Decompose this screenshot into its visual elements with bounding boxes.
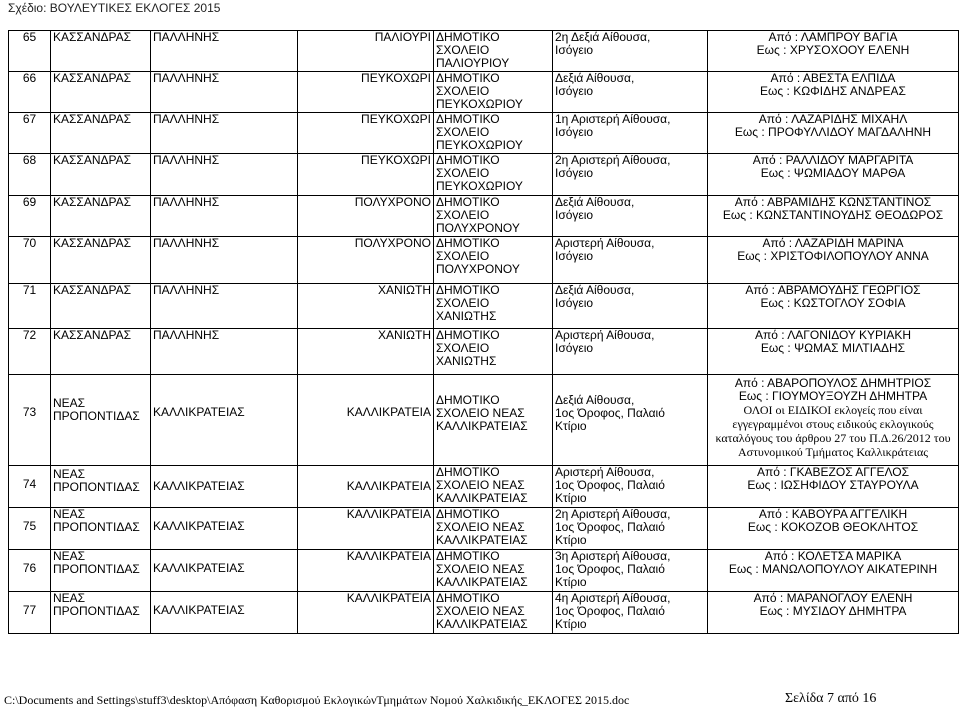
range-from: Από : ΚΟΛΕΤΣΑ ΜΑΡΙΚΑ	[764, 549, 902, 563]
range-to: Εως : ΜΥΣΙΔΟΥ ΔΗΜΗΤΡΑ	[759, 604, 907, 618]
room-cell: 1η Αριστερή Αίθουσα, Ισόγειο	[553, 113, 708, 154]
voter-range-cell	[708, 113, 959, 154]
table-row	[9, 72, 959, 113]
municipality-cell: ΚΑΛΛΙΚΡΑΤΕΙΑΣ	[151, 550, 298, 592]
room-cell: Δεξιά Αίθουσα, Ισόγειο	[553, 284, 708, 329]
range-from: Από : ΑΒΡΑΜΙΔΗΣ ΚΩΝΣΤΑΝΤΙΝΟΣ	[734, 195, 932, 209]
range-to: Εως : ΨΩΜΙΑΔΟΥ ΜΑΡΘΑ	[760, 166, 906, 180]
voter-range-cell	[708, 592, 959, 634]
range-to: Εως : ΙΩΣΗΦΙΔΟΥ ΣΤΑΥΡΟΥΛΑ	[747, 478, 919, 492]
room-cell: Δεξιά Αίθουσα, Ισόγειο	[553, 196, 708, 237]
school-cell: ΔΗΜΟΤΙΚΟ ΣΧΟΛΕΙΟ ΠΟΛΥΧΡΟΝΟΥ	[434, 237, 553, 284]
room-cell: Αριστερή Αίθουσα, 1ος Όροφος, Παλαιό Κτίριο	[553, 466, 708, 508]
station-number: 76	[9, 550, 51, 592]
room-cell: Δεξιά Αίθουσα, 1ος Όροφος, Παλαιό Κτίριο	[553, 375, 708, 466]
voter-range-cell	[708, 550, 959, 592]
municipality-cell: ΠΑΛΛΗΝΗΣ	[151, 72, 298, 113]
room-cell: 3η Αριστερή Αίθουσα, 1ος Όροφος, Παλαιό Κτίριο	[553, 550, 708, 592]
school-cell: ΔΗΜΟΤΙΚΟ ΣΧΟΛΕΙΟ ΠΟΛΥΧΡΟΝΟΥ	[434, 196, 553, 237]
room-cell: Αριστερή Αίθουσα, Ισόγειο	[553, 329, 708, 375]
range-to: Εως : ΜΑΝΩΛΟΠΟΥΛΟΥ ΑΙΚΑΤΕΡΙΝΗ	[728, 562, 938, 576]
municipality-cell: ΚΑΛΛΙΚΡΑΤΕΙΑΣ	[151, 375, 298, 466]
station-number: 71	[9, 284, 51, 329]
community-cell: ΠΟΛΥΧΡΟΝΟ	[298, 237, 434, 284]
municipality-cell: ΠΑΛΛΗΝΗΣ	[151, 329, 298, 375]
community-cell: ΚΑΛΛΙΚΡΑΤΕΙΑ	[298, 466, 434, 508]
district-cell: ΚΑΣΣΑΝΔΡΑΣ	[51, 113, 151, 154]
municipality-cell: ΠΑΛΛΗΝΗΣ	[151, 113, 298, 154]
community-cell: ΠΕΥΚΟΧΩΡΙ	[298, 72, 434, 113]
range-to: Εως : ΠΡΟΦΥΛΛΙΔΟΥ ΜΑΓΔΑΛΗΝΗ	[734, 125, 932, 139]
voter-range-cell	[708, 284, 959, 329]
range-from: Από : ΜΑΡΑΝΟΓΛΟΥ ΕΛΕΝΗ	[753, 591, 913, 605]
municipality-cell: ΚΑΛΛΙΚΡΑΤΕΙΑΣ	[151, 592, 298, 634]
range-from: Από : ΛΑΖΑΡΙΔΗ ΜΑΡΙΝΑ	[762, 236, 904, 250]
station-number: 69	[9, 196, 51, 237]
range-to: Εως : ΚΟΚΟΖΟΒ ΘΕΟΚΛΗΤΟΣ	[747, 520, 919, 534]
table-row	[9, 508, 959, 550]
school-cell: ΔΗΜΟΤΙΚΟ ΣΧΟΛΕΙΟ ΝΕΑΣ ΚΑΛΛΙΚΡΑΤΕΙΑΣ	[434, 508, 553, 550]
table-row	[9, 31, 959, 72]
table-row	[9, 550, 959, 592]
room-cell: Δεξιά Αίθουσα, Ισόγειο	[553, 72, 708, 113]
voter-range-cell	[708, 375, 959, 466]
room-cell: Αριστερή Αίθουσα, Ισόγειο	[553, 237, 708, 284]
table-row	[9, 196, 959, 237]
table-row	[9, 375, 959, 466]
municipality-cell: ΠΑΛΛΗΝΗΣ	[151, 284, 298, 329]
district-cell: ΚΑΣΣΑΝΔΡΑΣ	[51, 284, 151, 329]
district-cell: ΝΕΑΣ ΠΡΟΠΟΝΤΙΔΑΣ	[51, 550, 151, 592]
range-from: Από : ΑΒΕΣΤΑ ΕΛΠΙΔΑ	[770, 71, 896, 85]
district-cell: ΝΕΑΣ ΠΡΟΠΟΝΤΙΔΑΣ	[51, 375, 151, 466]
community-cell: ΧΑΝΙΩΤΗ	[298, 284, 434, 329]
footer-file-path: C:\Documents and Settings\stuff3\desktop\Απόφαση Καθορισμού ΕκλογικώνΤμημάτων Νομού Χαλκιδικής_ΕΚΛΟΓΕΣ 2015.doc	[4, 693, 630, 707]
community-cell: ΚΑΛΛΙΚΡΑΤΕΙΑ	[298, 508, 434, 550]
station-number: 77	[9, 592, 51, 634]
district-cell: ΚΑΣΣΑΝΔΡΑΣ	[51, 72, 151, 113]
station-number: 65	[9, 31, 51, 72]
station-number: 67	[9, 113, 51, 154]
station-number: 74	[9, 466, 51, 508]
station-number: 68	[9, 154, 51, 196]
district-cell: ΝΕΑΣ ΠΡΟΠΟΝΤΙΔΑΣ	[51, 466, 151, 508]
polling-stations-table	[8, 30, 959, 634]
school-cell: ΔΗΜΟΤΙΚΟ ΣΧΟΛΕΙΟ ΠΕΥΚΟΧΩΡΙΟΥ	[434, 154, 553, 196]
school-cell: ΔΗΜΟΤΙΚΟ ΣΧΟΛΕΙΟ ΝΕΑΣ ΚΑΛΛΙΚΡΑΤΕΙΑΣ	[434, 375, 553, 466]
community-cell: ΠΟΛΥΧΡΟΝΟ	[298, 196, 434, 237]
school-cell: ΔΗΜΟΤΙΚΟ ΣΧΟΛΕΙΟ ΝΕΑΣ ΚΑΛΛΙΚΡΑΤΕΙΑΣ	[434, 592, 553, 634]
range-to: Εως : ΚΩΝΣΤΑΝΤΙΝΟΥΔΗΣ ΘΕΟΔΩΡΟΣ	[722, 208, 944, 222]
range-from: Από : ΑΒΡΑΜΟΥΔΗΣ ΓΕΩΡΓΙΟΣ	[745, 283, 921, 297]
school-cell: ΔΗΜΟΤΙΚΟ ΣΧΟΛΕΙΟ ΠΕΥΚΟΧΩΡΙΟΥ	[434, 113, 553, 154]
community-cell: ΚΑΛΛΙΚΡΑΤΕΙΑ	[298, 375, 434, 466]
municipality-cell: ΠΑΛΛΗΝΗΣ	[151, 237, 298, 284]
range-from: Από : ΛΑΓΟΝΙΔΟΥ ΚΥΡΙΑΚΗ	[754, 328, 912, 342]
district-cell: ΚΑΣΣΑΝΔΡΑΣ	[51, 237, 151, 284]
range-to: Εως : ΧΡΥΣΟΧΟΟΥ ΕΛΕΝΗ	[756, 43, 910, 57]
station-number: 73	[9, 375, 51, 466]
table-row	[9, 466, 959, 508]
community-cell: ΠΑΛΙΟΥΡΙ	[298, 31, 434, 72]
footer-page-number: Σελίδα 7 από 16	[785, 691, 877, 706]
community-cell: ΠΕΥΚΟΧΩΡΙ	[298, 154, 434, 196]
range-to: Εως : ΓΙΟΥΜΟΥΞΟΥΖΗ ΔΗΜΗΤΡΑ	[738, 389, 928, 403]
station-number: 72	[9, 329, 51, 375]
municipality-cell: ΠΑΛΛΗΝΗΣ	[151, 154, 298, 196]
community-cell: ΚΑΛΛΙΚΡΑΤΕΙΑ	[298, 550, 434, 592]
voter-range-cell	[708, 196, 959, 237]
room-cell: 2η Δεξιά Αίθουσα, Ισόγειο	[553, 31, 708, 72]
range-to: Εως : ΚΩΣΤΟΓΛΟΥ ΣΟΦΙΑ	[760, 296, 906, 310]
community-cell: ΧΑΝΙΩΤΗ	[298, 329, 434, 375]
range-to: Εως : ΧΡΙΣΤΟΦΙΛΟΠΟΥΛΟΥ ΑΝΝΑ	[737, 249, 929, 263]
station-number: 66	[9, 72, 51, 113]
room-cell: 2η Αριστερή Αίθουσα, Ισόγειο	[553, 154, 708, 196]
school-cell: ΔΗΜΟΤΙΚΟ ΣΧΟΛΕΙΟ ΧΑΝΙΩΤΗΣ	[434, 329, 553, 375]
voter-range-cell	[708, 154, 959, 196]
municipality-cell: ΚΑΛΛΙΚΡΑΤΕΙΑΣ	[151, 466, 298, 508]
municipality-cell: ΚΑΛΛΙΚΡΑΤΕΙΑΣ	[151, 508, 298, 550]
room-cell: 2η Αριστερή Αίθουσα, 1ος Όροφος, Παλαιό Κτίριο	[553, 508, 708, 550]
school-cell: ΔΗΜΟΤΙΚΟ ΣΧΟΛΕΙΟ ΧΑΝΙΩΤΗΣ	[434, 284, 553, 329]
special-voters-note: ΟΛΟΙ οι ΕΙΔΙΚΟΙ εκλογείς που είναι εγγεγραμμένοι στους ειδικούς εκλογικούς καταλόγους του άρθρου 27 του Π.Δ.26/2012 του Αστυνομικού Τμήματος Καλλικράτειας	[715, 403, 951, 459]
table-row	[9, 237, 959, 284]
voter-range-cell	[708, 237, 959, 284]
range-from: Από : ΑΒΑΡΟΠΟΥΛΟΣ ΔΗΜΗΤΡΙΟΣ	[734, 376, 932, 390]
range-from: Από : ΛΑΜΠΡΟΥ ΒΑΓΙΑ	[768, 30, 898, 44]
table-row	[9, 592, 959, 634]
range-from: Από : ΛΑΖΑΡΙΔΗΣ ΜΙΧΑΗΛ	[758, 112, 908, 126]
range-from: Από : ΡΑΛΛΙΔΟΥ ΜΑΡΓΑΡΙΤΑ	[752, 153, 914, 167]
voter-range-cell	[708, 329, 959, 375]
district-cell: ΚΑΣΣΑΝΔΡΑΣ	[51, 196, 151, 237]
school-cell: ΔΗΜΟΤΙΚΟ ΣΧΟΛΕΙΟ ΝΕΑΣ ΚΑΛΛΙΚΡΑΤΕΙΑΣ	[434, 550, 553, 592]
school-cell: ΔΗΜΟΤΙΚΟ ΣΧΟΛΕΙΟ ΠΕΥΚΟΧΩΡΙΟΥ	[434, 72, 553, 113]
room-cell: 4η Αριστερή Αίθουσα, 1ος Όροφος, Παλαιό Κτίριο	[553, 592, 708, 634]
district-cell: ΝΕΑΣ ΠΡΟΠΟΝΤΙΔΑΣ	[51, 592, 151, 634]
range-from: Από : ΚΑΒΟΥΡΑ ΑΓΓΕΛΙΚΗ	[758, 507, 908, 521]
school-cell: ΔΗΜΟΤΙΚΟ ΣΧΟΛΕΙΟ ΠΑΛΙΟΥΡΙΟΥ	[434, 31, 553, 72]
document-title: Σχέδιο: ΒΟΥΛΕΥΤΙΚΕΣ ΕΚΛΟΓΕΣ 2015	[8, 1, 221, 15]
municipality-cell: ΠΑΛΛΗΝΗΣ	[151, 196, 298, 237]
voter-range-cell	[708, 72, 959, 113]
voter-range-cell	[708, 508, 959, 550]
table-row	[9, 329, 959, 375]
voter-range-cell	[708, 31, 959, 72]
range-from: Από : ΓΚΑΒΕΖΟΣ ΑΓΓΕΛΟΣ	[756, 465, 910, 479]
district-cell: ΚΑΣΣΑΝΔΡΑΣ	[51, 154, 151, 196]
table-row	[9, 154, 959, 196]
voter-range-cell	[708, 466, 959, 508]
station-number: 75	[9, 508, 51, 550]
municipality-cell: ΠΑΛΛΗΝΗΣ	[151, 31, 298, 72]
district-cell: ΝΕΑΣ ΠΡΟΠΟΝΤΙΔΑΣ	[51, 508, 151, 550]
district-cell: ΚΑΣΣΑΝΔΡΑΣ	[51, 329, 151, 375]
district-cell: ΚΑΣΣΑΝΔΡΑΣ	[51, 31, 151, 72]
range-to: Εως : ΚΩΦΙΔΗΣ ΑΝΔΡΕΑΣ	[760, 84, 906, 98]
table-row	[9, 284, 959, 329]
community-cell: ΠΕΥΚΟΧΩΡΙ	[298, 113, 434, 154]
table-row	[9, 113, 959, 154]
range-to: Εως : ΨΩΜΑΣ ΜΙΛΤΙΑΔΗΣ	[760, 341, 906, 355]
community-cell: ΚΑΛΛΙΚΡΑΤΕΙΑ	[298, 592, 434, 634]
station-number: 70	[9, 237, 51, 284]
school-cell: ΔΗΜΟΤΙΚΟ ΣΧΟΛΕΙΟ ΝΕΑΣ ΚΑΛΛΙΚΡΑΤΕΙΑΣ	[434, 466, 553, 508]
